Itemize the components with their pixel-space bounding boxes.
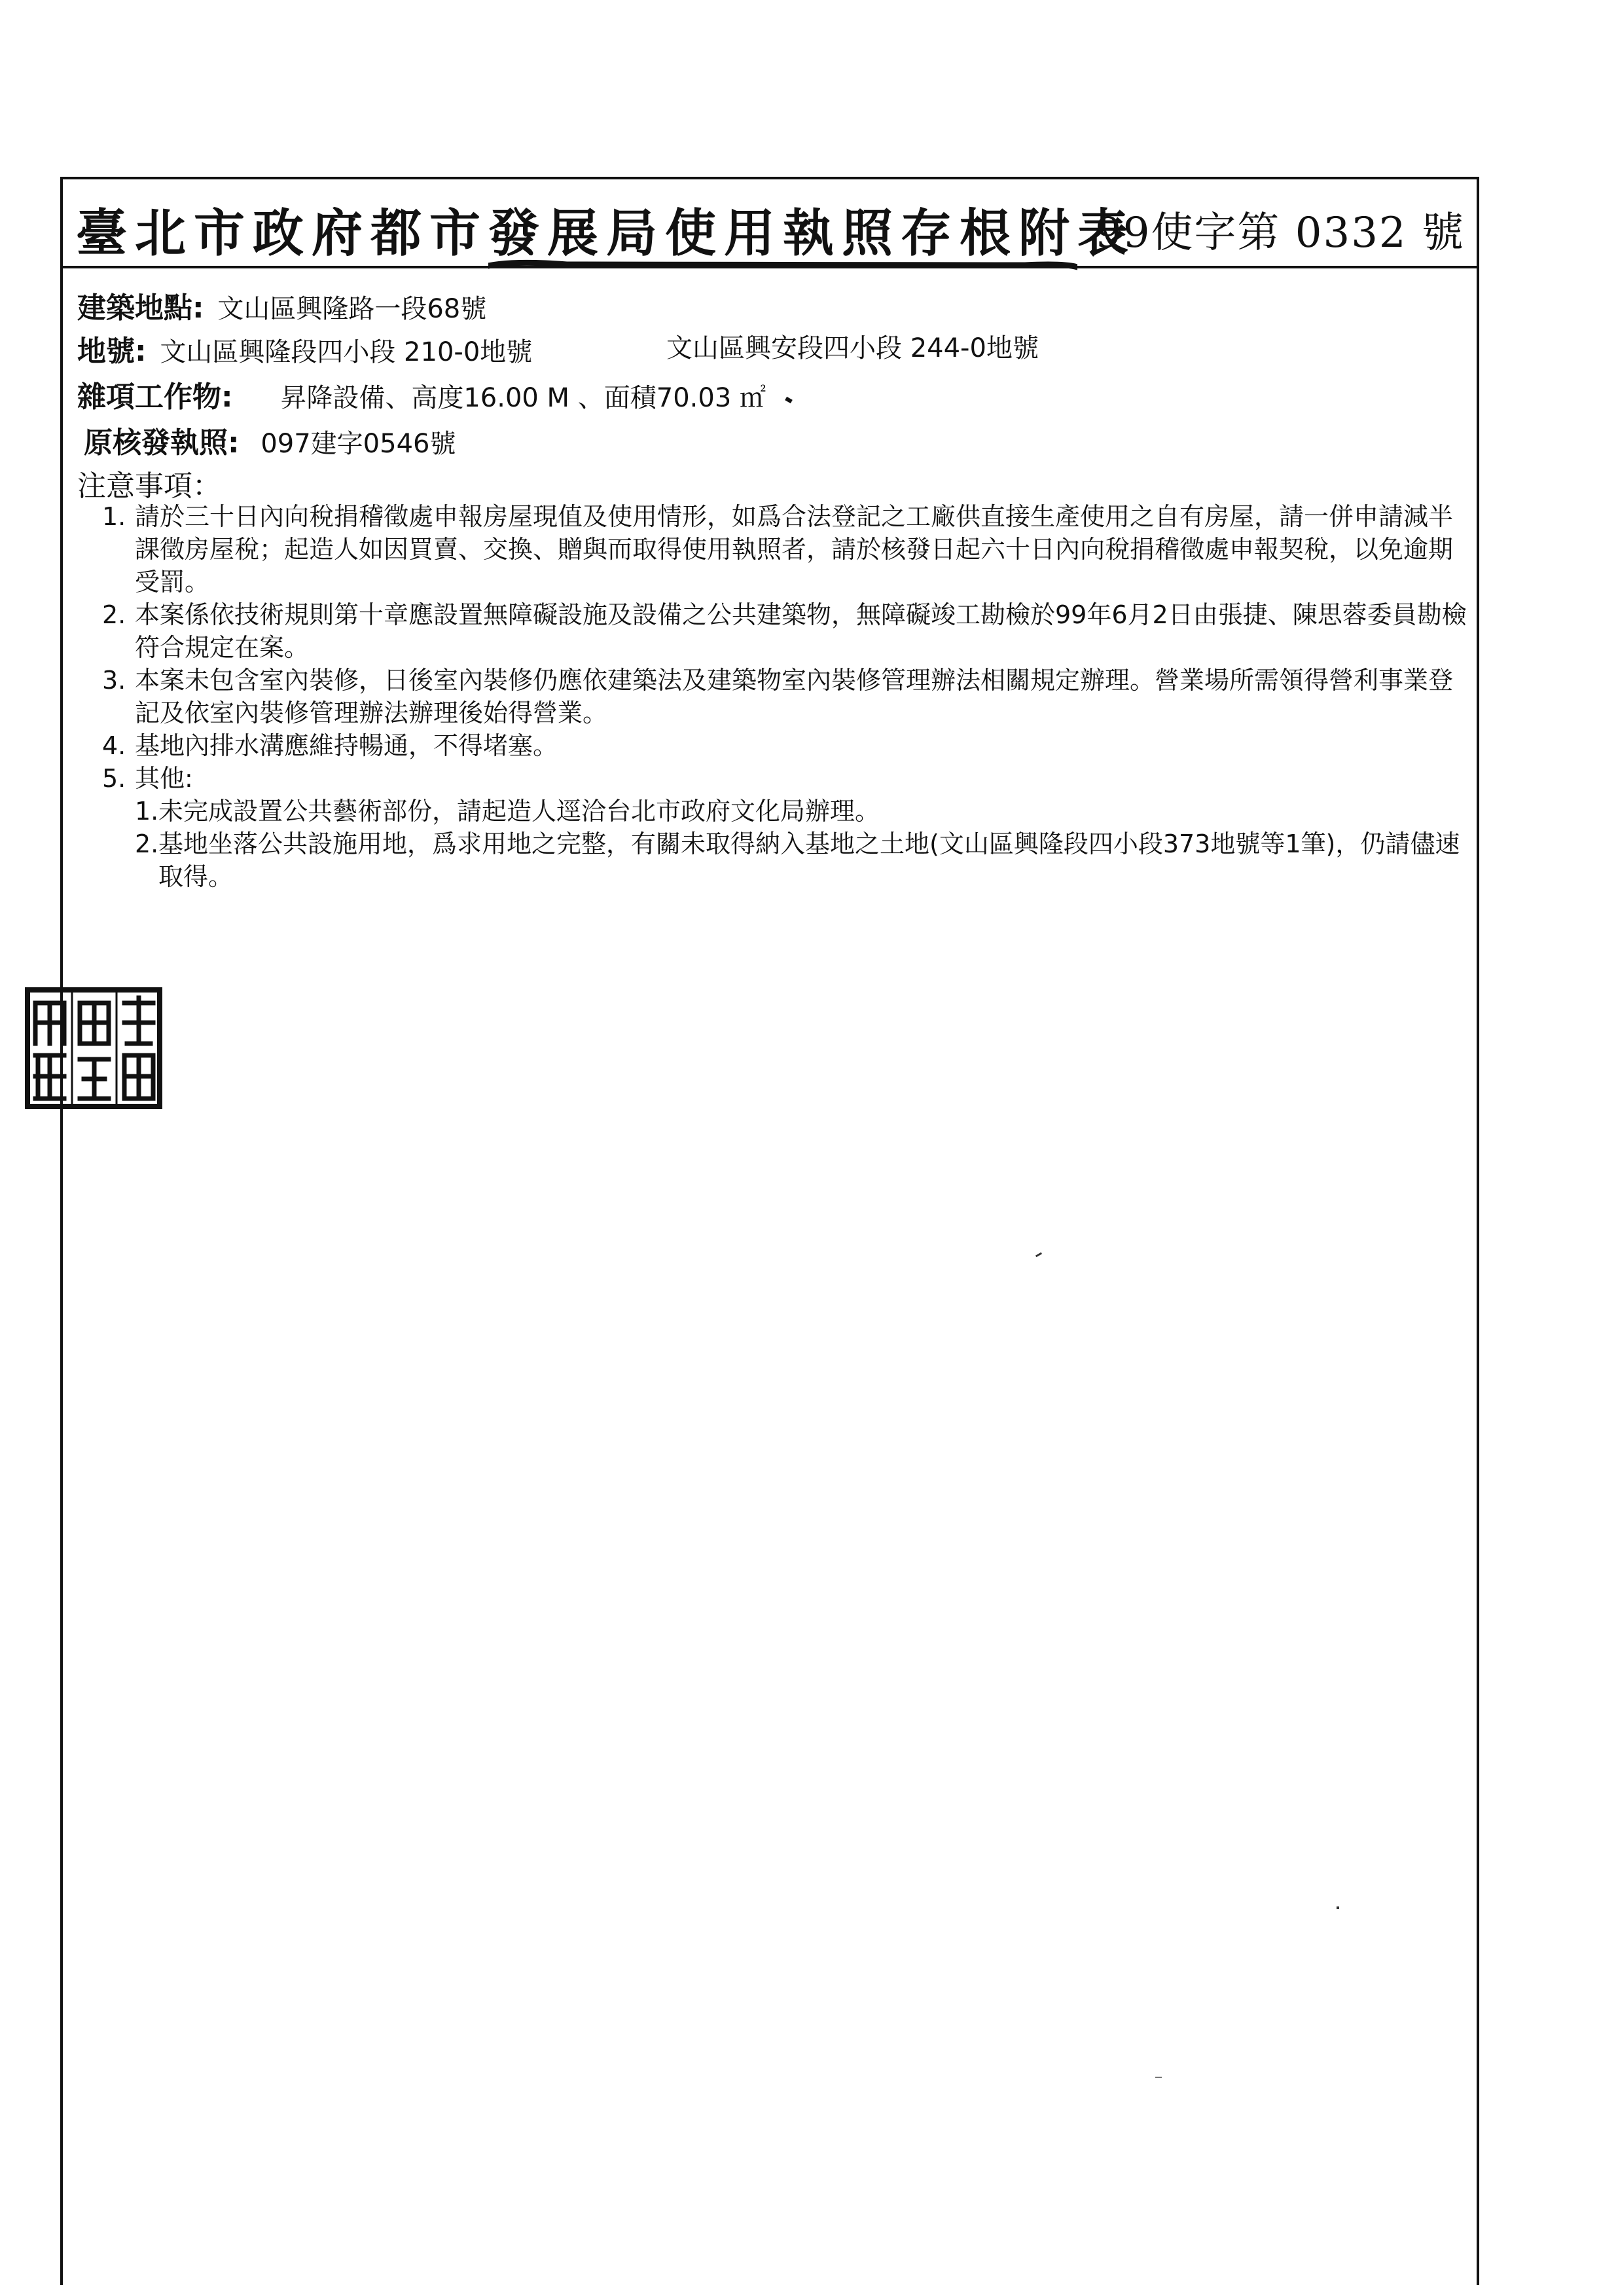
scan-speck — [1155, 2077, 1162, 2078]
note-item — [102, 762, 1470, 795]
site-label: 建築地點: — [77, 291, 204, 325]
field-site — [77, 284, 486, 326]
note-text: 本案未包含室內裝修，日後室內裝修仍應依建築法及建築物室內裝修管理辦法相關規定辦理。營業場所需領得營利事業登記及依室內裝修管理辦法辦理後始得營業。 — [135, 666, 1454, 727]
note-number: 2. — [102, 600, 126, 629]
field-lot — [77, 327, 1452, 369]
original-permit-value: 097建字0546號 — [261, 429, 456, 459]
original-permit-label: 原核發執照: — [84, 426, 240, 460]
official-seal-stamp — [25, 987, 162, 1109]
lot-value-2: 文山區興安段四小段 244-0地號 — [666, 333, 1039, 363]
sub-note-number: 2. — [135, 829, 159, 858]
document-header — [63, 179, 1477, 268]
document-frame — [60, 177, 1479, 2285]
note-item — [102, 500, 1470, 598]
document-title: 臺北市政府都市發展局使用執照存根附表 — [76, 204, 1137, 263]
note-number: 4. — [102, 731, 126, 760]
note-number: 1. — [102, 502, 126, 531]
field-misc-work — [77, 373, 766, 415]
note-item — [102, 729, 1470, 762]
note-text: 基地內排水溝應維持暢通，不得堵塞。 — [135, 731, 558, 760]
misc-work-label: 雜項工作物: — [77, 380, 233, 414]
notes-heading: 注意事項： — [77, 469, 221, 503]
misc-work-value: 昇降設備、高度16.00 M 、面積70.03 ㎡ — [280, 383, 766, 413]
sub-note-number: 1. — [135, 797, 159, 826]
field-original-permit — [84, 419, 456, 461]
sub-note-item — [102, 795, 1470, 828]
note-number: 5. — [102, 764, 126, 793]
site-value: 文山區興隆路一段68號 — [217, 294, 487, 324]
note-text: 請於三十日內向稅捐稽徵處申報房屋現值及使用情形，如爲合法登記之工廠供直接生產使用之自有房屋，請一併申請減半課徵房屋稅；起造人如因買賣、交換、贈與而取得使用執照者，請於核發日起六十日內向稅捐稽徵處申報契稅，以免逾期受罰。 — [135, 502, 1454, 596]
note-item — [102, 598, 1470, 664]
title-underline-stroke — [488, 259, 1077, 272]
note-number: 3. — [102, 666, 126, 695]
lot-label: 地號: — [77, 335, 147, 368]
notes-list — [102, 500, 1470, 893]
permit-number: 99使字第 0332 號 — [1095, 209, 1465, 257]
lot-value-1: 文山區興隆段四小段 210-0地號 — [160, 337, 533, 367]
sub-note-item — [102, 828, 1470, 893]
note-item — [102, 664, 1470, 729]
sub-note-text: 基地坐落公共設施用地，爲求用地之完整，有關未取得納入基地之土地(文山區興隆段四小段373地號等1筆)，仍請儘速取得。 — [158, 829, 1460, 891]
sub-note-text: 未完成設置公共藝術部份，請起造人逕洽台北市政府文化局辦理。 — [158, 797, 880, 826]
note-text: 其他: — [135, 764, 193, 793]
scan-speck — [1337, 1906, 1339, 1909]
note-text: 本案係依技術規則第十章應設置無障礙設施及設備之公共建築物，無障礙竣工勘檢於99年6月2日由張捷、陳思蓉委員勘檢符合規定在案。 — [135, 600, 1467, 662]
